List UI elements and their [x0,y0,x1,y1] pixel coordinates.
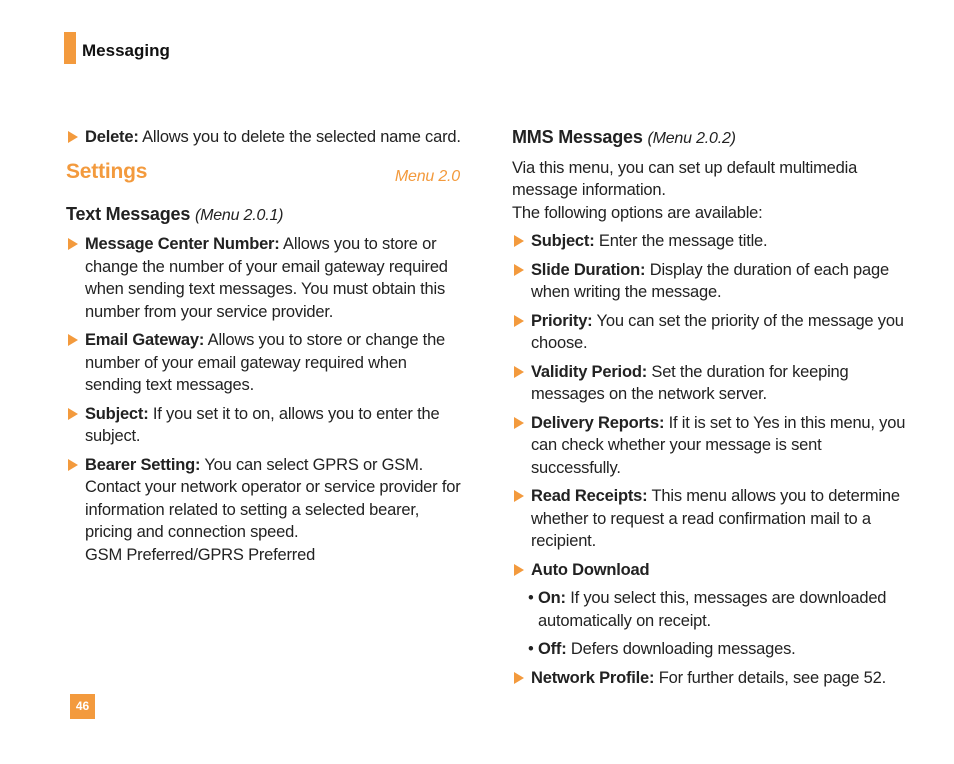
priority-item [512,310,912,355]
delete-item [66,126,466,149]
mms-options-intro: The following options are available: [512,203,763,222]
auto-download-item [512,559,912,582]
subject-item [66,403,466,448]
auto-download-off-option [512,638,912,661]
item-label: Priority: [531,311,593,330]
item-text: You can select GPRS or GSM. Contact your network operator or service provider for information related to setting a selected bearer, pricing and connection speed. [85,455,461,541]
email-gateway-item [66,329,466,397]
left-column [66,126,466,572]
text-messages-title: Text Messages [66,203,191,224]
mms-messages-title: MMS Messages [512,127,643,147]
option-label: On: [538,589,566,607]
mms-messages-heading [512,126,912,151]
right-column [512,126,912,695]
item-label: Network Profile: [531,668,655,687]
page-number: 46 [70,694,95,719]
item-text: For further details, see page 52. [654,668,886,687]
bullet-arrow-icon [514,264,524,276]
bullet-dot-icon: • [528,640,534,658]
bullet-arrow-icon [68,459,78,471]
item-label: Delivery Reports: [531,413,665,432]
mms-subject-item [512,230,912,253]
item-label: Subject: [531,232,595,250]
item-text: This menu allows you to determine whether to request a read confirmation mail to a recipient. [531,487,900,550]
settings-title: Settings [66,159,148,183]
bullet-arrow-icon [68,238,78,250]
item-text: If it is set to Yes in this menu, you can check whether your message is sent successfully. [531,413,906,477]
item-label: Bearer Setting: [85,455,201,474]
item-label: Message Center Number: [85,235,280,253]
bullet-arrow-icon [514,366,524,378]
header-accent-bar [64,32,76,64]
auto-download-on-option [512,587,912,632]
bullet-arrow-icon [514,417,524,429]
text-messages-menu: (Menu 2.0.1) [194,206,284,224]
option-text: If you select this, messages are downloaded automatically on receipt. [538,589,887,630]
mms-intro-text: Via this menu, you can set up default multimedia message information. [512,158,858,199]
item-label: Subject: [85,404,149,423]
item-text: You can set the priority of the message you choose. [531,311,904,352]
item-text: If you set it to on, allows you to enter the subject. [85,404,440,445]
settings-heading [66,161,466,191]
bullet-arrow-icon [514,235,524,247]
bullet-arrow-icon [514,490,524,502]
slide-duration-item [512,259,912,304]
item-label: Email Gateway: [85,331,205,349]
bullet-arrow-icon [68,334,78,346]
item-label: Read Receipts: [531,487,648,505]
item-label: Slide Duration: [531,260,646,279]
read-receipts-item [512,485,912,553]
bullet-dot-icon: • [528,589,534,607]
item-label: Auto Download [531,560,650,579]
option-label: Off: [538,640,567,658]
bullet-arrow-icon [514,315,524,327]
section-header-title: Messaging [82,41,170,60]
bearer-setting-item [66,454,466,567]
item-text: Allows you to delete the selected name card. [138,128,461,146]
item-text: Enter the message title. [594,232,768,250]
item-text: Set the duration for keeping messages on the network server. [531,362,849,403]
bearer-options-text: GSM Preferred/GPRS Preferred [85,545,316,564]
item-text: Display the duration of each page when writing the message. [531,260,889,301]
settings-menu-number: Menu 2.0 [394,167,460,185]
item-label: Delete: [85,128,139,146]
bullet-arrow-icon [68,408,78,420]
network-profile-item [512,667,912,690]
message-center-number-item [66,233,466,323]
bullet-arrow-icon [514,564,524,576]
validity-period-item [512,361,912,406]
text-messages-heading [66,203,466,228]
bullet-arrow-icon [68,131,78,143]
delivery-reports-item [512,412,912,480]
bullet-arrow-icon [514,672,524,684]
mms-messages-menu: (Menu 2.0.2) [647,130,736,147]
option-text: Defers downloading messages. [566,640,796,658]
item-text: Allows you to store or change the number of your email gateway required when sending text messages. You must obtain this number from your service provider. [85,235,448,321]
item-text: Allows you to store or change the number of your email gateway required when sending text messages. [85,331,446,394]
item-label: Validity Period: [531,362,647,381]
